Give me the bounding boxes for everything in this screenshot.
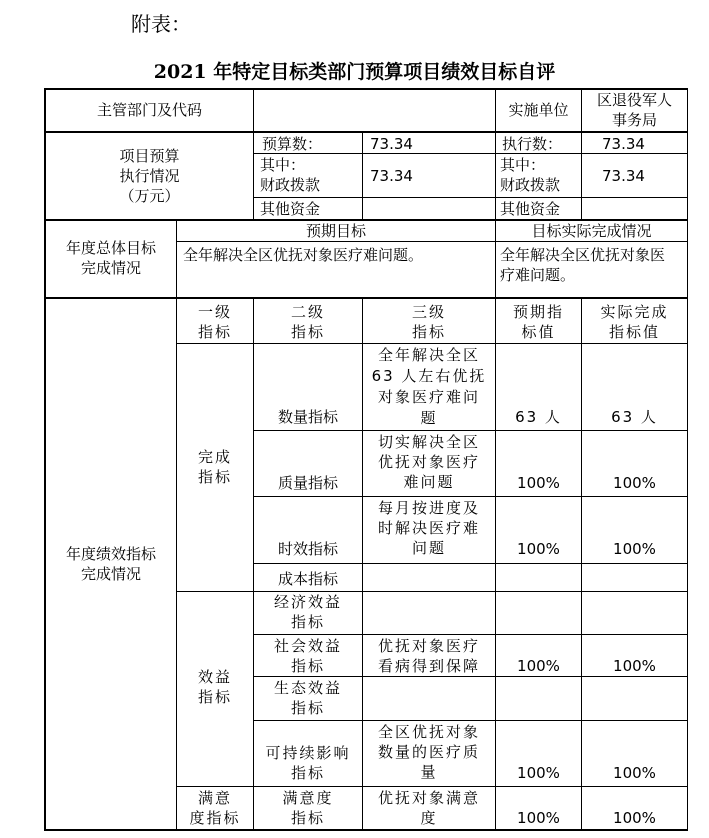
sustainable-desc: 量 (420, 763, 438, 781)
fiscal-exec-value: 73.34 (602, 167, 645, 185)
social-desc: 优抚对象医疗 (377, 637, 480, 655)
quantity-desc: 全年解决全区 (377, 346, 480, 364)
attachment-label: 附表： (131, 12, 191, 36)
indicator-economic-line2: 指标 (290, 613, 325, 631)
fiscal-budget-value: 73.34 (370, 167, 413, 185)
header-level2-line2: 指标 (290, 323, 325, 341)
grid-line (253, 563, 688, 564)
social-desc: 看病得到保障 (377, 657, 480, 675)
group-satisfaction-line1: 满意 (197, 789, 232, 807)
fiscal-label-line1: 其中： (260, 156, 306, 174)
grid-line (253, 720, 688, 721)
timeliness-desc: 问题 (411, 539, 446, 557)
timeliness-desc: 时解决医疗难 (377, 519, 480, 537)
table-border-right (687, 88, 688, 830)
indicator-quality: 质量指标 (277, 474, 338, 492)
grid-line (253, 634, 688, 635)
group-satisfaction-line2: 度指标 (189, 809, 241, 827)
grid-line (253, 88, 254, 220)
group-completion-line2: 指标 (197, 468, 232, 486)
grid-line (253, 496, 688, 497)
indicator-social-line1: 社会效益 (273, 637, 342, 655)
performance-label-line2: 完成情况 (80, 565, 141, 583)
grid-line (253, 676, 688, 677)
group-benefit-line1: 效益 (197, 668, 232, 686)
sustainable-desc: 全区优抚对象 (377, 723, 480, 741)
header-actual-line2: 指标值 (608, 323, 660, 341)
grid-line (581, 132, 582, 220)
grid-line (44, 131, 688, 133)
quality-desc: 切实解决全区 (377, 433, 480, 451)
social-expected: 100% (517, 657, 560, 675)
satisfaction-desc: 度 (420, 809, 438, 827)
sustainable-actual: 100% (613, 764, 656, 782)
group-benefit-line2: 指标 (197, 688, 232, 706)
grid-line (362, 132, 363, 220)
overall-label-line2: 完成情况 (80, 259, 141, 277)
indicator-timeliness: 时效指标 (277, 540, 338, 558)
sustainable-desc: 数量的医疗质 (377, 743, 480, 761)
header-level3-line1: 三级 (411, 303, 446, 321)
header-level1-line1: 一级 (197, 303, 232, 321)
grid-line (495, 298, 496, 830)
exec-amount-value: 73.34 (602, 135, 645, 153)
header-actual-line1: 实际完成 (600, 303, 669, 321)
fiscal-exec-label-line2: 财政拨款 (500, 176, 561, 194)
page-title: 2021 年特定目标类部门预算项目绩效目标自评 (153, 61, 556, 83)
overall-label-line1: 年度总体目标 (65, 239, 156, 257)
indicator-sustainable-line2: 指标 (290, 764, 325, 782)
header-expected-line2: 标值 (521, 323, 556, 341)
grid-line (581, 298, 582, 830)
expected-goal-text: 全年解决全区优抚对象医疗难问题。 (183, 246, 424, 264)
indicator-ecological-line2: 指标 (290, 699, 325, 717)
dept-label: 主管部门及代码 (96, 101, 202, 119)
quality-desc: 优抚对象医疗 (377, 453, 480, 471)
performance-label-line1: 年度绩效指标 (65, 545, 156, 563)
quality-desc: 难问题 (403, 473, 455, 491)
unit-label: 实施单位 (508, 101, 569, 119)
grid-line (176, 786, 688, 787)
social-actual: 100% (613, 657, 656, 675)
timeliness-desc: 每月按进度及 (377, 499, 480, 517)
satisfaction-desc: 优抚对象满意 (377, 789, 480, 807)
grid-line (253, 197, 688, 198)
group-completion-line1: 完成 (197, 448, 232, 466)
budget-amount-value: 73.34 (370, 135, 413, 153)
quality-actual: 100% (613, 474, 656, 492)
indicator-social-line2: 指标 (290, 657, 325, 675)
budget-label-line3: （万元） (119, 187, 180, 205)
actual-goal-header: 目标实际完成情况 (531, 222, 652, 240)
grid-line (176, 343, 688, 344)
fiscal-label-line2: 财政拨款 (260, 176, 321, 194)
unit-value-line2: 事务局 (611, 111, 657, 129)
header-level2-line1: 二级 (290, 303, 325, 321)
quantity-expected: 63 人 (515, 408, 562, 426)
indicator-sustainable-line1: 可持续影响 (265, 744, 351, 762)
indicator-economic-line1: 经济效益 (273, 593, 342, 611)
actual-goal-text-line2: 疗难问题。 (500, 266, 576, 284)
header-expected-line1: 预期指 (512, 303, 564, 321)
indicator-satisfaction-line1: 满意度 (282, 789, 334, 807)
grid-line (176, 591, 688, 592)
satisfaction-actual: 100% (613, 809, 656, 827)
fiscal-exec-label-line1: 其中： (500, 156, 546, 174)
indicator-cost: 成本指标 (277, 570, 338, 588)
indicator-quantity: 数量指标 (277, 408, 338, 426)
quantity-desc: 63 人左右优抚 (371, 367, 487, 385)
other-funds-label: 其他资金 (260, 200, 321, 218)
unit-value-line1: 区退役军人 (596, 91, 672, 109)
satisfaction-expected: 100% (517, 809, 560, 827)
timeliness-expected: 100% (517, 540, 560, 558)
header-level1-line2: 指标 (197, 323, 232, 341)
other-funds-exec-label: 其他资金 (500, 200, 561, 218)
expected-goal-header: 预期目标 (305, 222, 366, 240)
quantity-actual: 63 人 (611, 408, 658, 426)
table-border-bottom (44, 829, 688, 831)
quantity-desc: 题 (420, 409, 438, 427)
timeliness-actual: 100% (613, 540, 656, 558)
quantity-desc: 对象医疗难问 (377, 388, 480, 406)
grid-line (176, 241, 688, 242)
indicator-satisfaction-line2: 指标 (290, 809, 325, 827)
grid-line (44, 297, 688, 299)
grid-line (253, 430, 688, 431)
budget-label-line1: 项目预算 (119, 147, 180, 165)
actual-goal-text-line1: 全年解决全区优抚对象医 (500, 246, 666, 264)
budget-amount-label: 预算数： (262, 135, 323, 153)
sustainable-expected: 100% (517, 764, 560, 782)
indicator-ecological-line1: 生态效益 (273, 679, 342, 697)
exec-amount-label: 执行数： (502, 135, 563, 153)
quality-expected: 100% (517, 474, 560, 492)
budget-label-line2: 执行情况 (119, 167, 180, 185)
header-level3-line2: 指标 (411, 323, 446, 341)
